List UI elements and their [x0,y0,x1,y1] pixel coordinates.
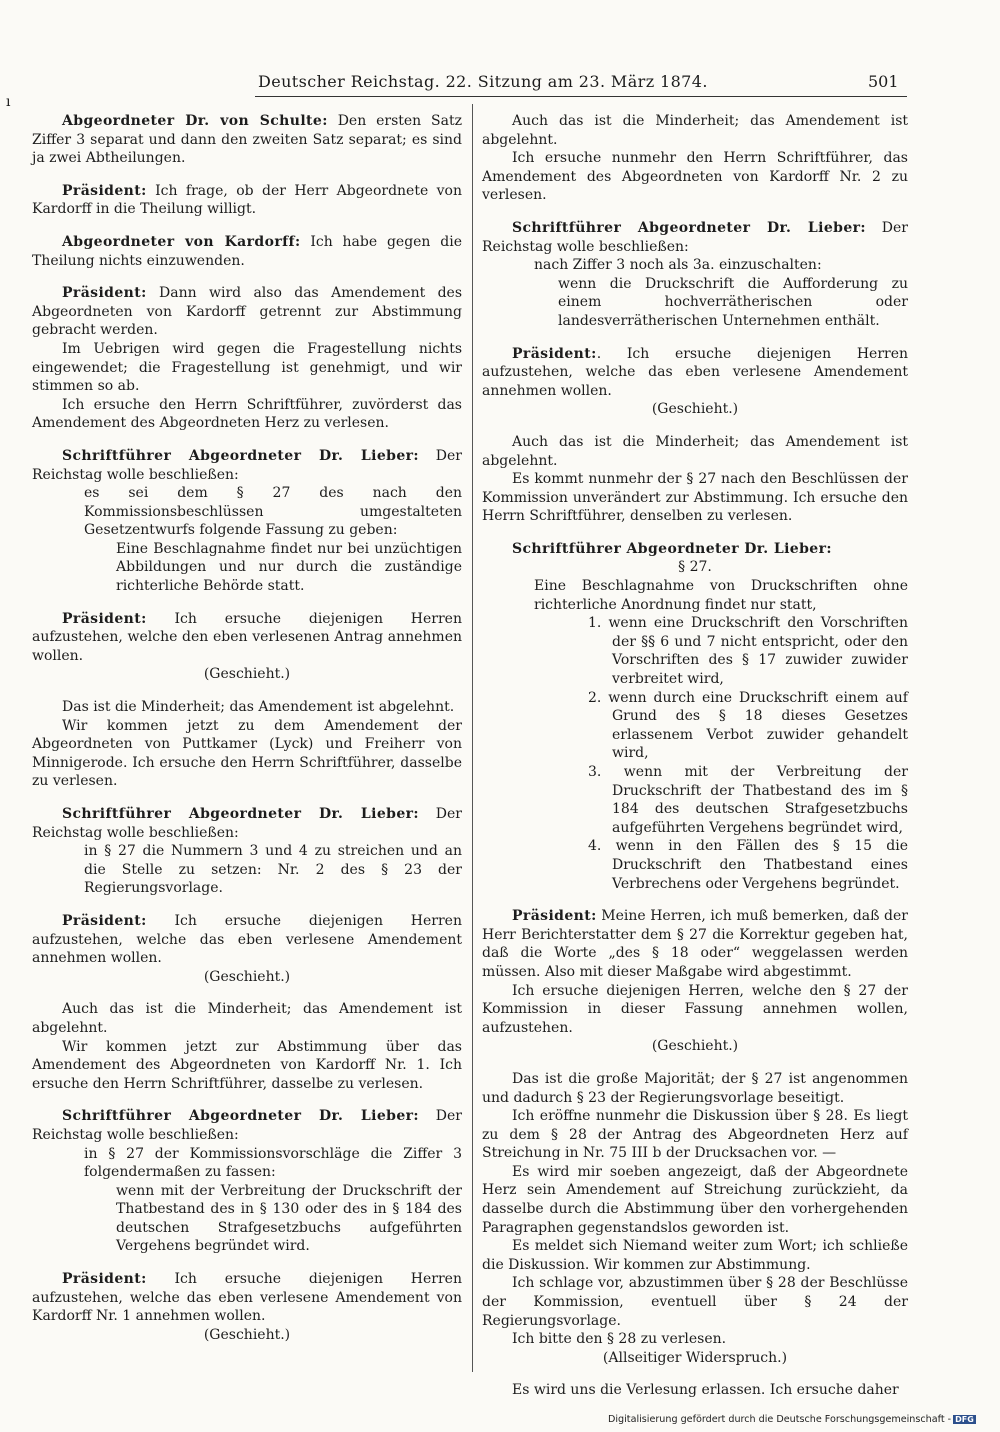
paragraph: Ich ersuche den Herrn Schriftführer, zuvörderst das Amendement des Abgeordneten Herz zu verlesen. [32,396,462,432]
stage-direction: (Geschieht.) [651,1038,739,1055]
paragraph: Präsident: Ich frage, ob der Herr Abgeordnete von Kardorff in die Theilung willigt. [32,182,462,218]
stage-direction: (Geschieht.) [203,1326,291,1343]
paragraph: Präsident:. Ich ersuche diejenigen Herren aufzustehen, welche das eben verlesene Amendement annehmen wollen. [482,345,908,399]
motion-text: Eine Beschlagnahme findet nur bei unzüchtigen Abbildungen und nur durch die zuständige richterliche Behörde statt. [116,540,462,595]
paragraph: Auch das ist die Minderheit; das Amendement ist abgelehnt. [482,113,908,148]
header-title: Deutscher Reichstag. 22. Sitzung am 23. März 1874. [258,72,708,91]
motion-text: in § 27 die Nummern 3 und 4 zu streichen und an die Stelle zu setzen: Nr. 2 des § 23 der Regierungsvorlage. [84,843,462,897]
list-item: 2. wenn durch eine Druckschrift einem auf Grund des § 18 dieses Gesetzes erlassenem Verbot zuwider gehandelt wird, [588,689,908,762]
paragraph: Ich bitte den § 28 zu verlesen. [512,1331,727,1348]
motion-text: in § 27 der Kommissionsvorschläge die Ziffer 3 folgendermaßen zu fassen: [84,1145,462,1181]
paragraph: Präsident: Ich ersuche diejenigen Herren aufzustehen, welche den eben verlesenen Antrag annehmen wollen. [32,610,462,664]
paragraph: Ich schlage vor, abzustimmen über § 28 der Beschlüsse der Kommission, eventuell über § 24 der Regierungsvorlage. [482,1275,908,1329]
stage-direction: (Allseitiger Widerspruch.) [602,1349,788,1366]
stage-direction: (Geschieht.) [203,968,291,985]
motion-text: Eine Beschlagnahme von Druckschriften ohne richterliche Anordnung findet nur statt, [534,578,908,613]
paragraph: Ich ersuche nunmehr den Herrn Schriftführer, das Amendement des Abgeordneten von Kardorff Nr. 2 zu verlesen. [482,150,908,204]
section-number: § 27. [678,559,712,576]
list-item: 4. wenn in den Fällen des § 15 die Druckschrift den Thatbestand eines Verbrechens oder Vergehens begründet. [588,838,908,892]
paragraph: Im Uebrigen wird gegen die Fragestellung nichts eingewendet; die Fragestellung ist genehmigt, und wir stimmen so ab. [32,340,462,395]
paragraph: Schriftführer Abgeordneter Dr. Lieber: Der Reichstag wolle beschließen: [32,1108,462,1143]
paragraph: Es wird uns die Verlesung erlassen. Ich ersuche daher [512,1382,899,1399]
paragraph: Auch das ist die Minderheit; das Amendement ist abgelehnt. [32,1001,462,1036]
paragraph: Schriftführer Abgeordneter Dr. Lieber: Der Reichstag wolle beschließen: [32,806,462,841]
paragraph: Abgeordneter Dr. von Schulte: Den ersten Satz Ziffer 3 separat und dann den zweiten Satz separat; es sind ja zwei Abtheilungen. [32,113,463,167]
list-item: 3. wenn mit der Verbreitung der Druckschrift der Thatbestand des im § 184 des deutschen Strafgesetzbuchs aufgeführten Vergehens begründet wird, [588,764,908,836]
paragraph: Es kommt nunmehr der § 27 nach den Beschlüssen der Kommission unverändert zur Abstimmung. Ich ersuche den Herrn Schriftführer, denselben zu verlesen. [482,471,908,525]
header-rule [255,96,907,97]
digitization-credit [608,1414,976,1425]
motion-text: wenn die Druckschrift die Aufforderung zu einem hochverrätherischen oder landesverrätherischen Unternehmen enthält. [558,275,908,329]
paragraph: Es wird mir soeben angezeigt, daß der Abgeordnete Herz sein Amendement auf Streichung zurückzieht, da dasselbe durch die Abstimmung über den vorhergehenden Paragraphen gegenstandslos geworden ist. [482,1163,908,1236]
paragraph: Das ist die Minderheit; das Amendement ist abgelehnt. [62,699,455,716]
dfg-logo: DFG [955,1415,974,1424]
paragraph: Auch das ist die Minderheit; das Amendement ist abgelehnt. [482,433,908,469]
paragraph: Abgeordneter von Kardorff: Ich habe gegen die Theilung nichts einzuwenden. [32,233,462,269]
column-divider [472,104,473,1372]
paragraph: Schriftführer Abgeordneter Dr. Lieber: Der Reichstag wolle beschließen: [482,219,908,255]
left-column [32,112,462,1344]
paragraph: Es meldet sich Niemand weiter zum Wort; ich schließe die Diskussion. Wir kommen zur Abstimmung. [482,1238,908,1273]
right-column [482,112,908,1400]
stage-direction: (Geschieht.) [203,666,291,683]
margin-mark: ı [6,94,11,110]
motion-text: wenn mit der Verbreitung der Druckschrift der Thatbestand des in § 130 oder des in § 184 des deutschen Strafgesetzbuchs aufgeführten Vergehens begründet wird. [116,1182,462,1255]
paragraph: Präsident: Dann wird also das Amendement des Abgeordneten von Kardorff getrennt zur Abstimmung gebracht werden. [32,285,462,339]
paragraph: Ich ersuche diejenigen Herren, welche den § 27 der Kommission in dieser Fassung annehmen wollen, aufzustehen. [482,982,908,1036]
paragraph: Präsident: Ich ersuche diejenigen Herren aufzustehen, welche das eben verlesene Amendement annehmen wollen. [32,912,462,967]
paragraph: Wir kommen jetzt zur Abstimmung über das Amendement des Abgeordneten von Kardorff Nr. 1. Ich ersuche den Herrn Schriftführer, dasselbe zu verlesen. [32,1038,462,1092]
motion-text: es sei dem § 27 des nach den Kommissionsbeschlüssen umgestalteten Gesetzentwurfs folgende Fassung zu geben: [84,485,462,539]
credit-text: Digitalisierung gefördert durch die Deutsche Forschungsgemeinschaft - [608,1414,952,1425]
page-number: 501 [868,72,899,91]
paragraph: Ich eröffne nunmehr die Diskussion über § 28. Es liegt zu dem § 28 der Antrag des Abgeordneten Herz auf Streichung in Nr. 75 III b der Drucksachen vor. — [482,1108,908,1162]
stage-direction: (Geschieht.) [651,401,739,418]
paragraph: Präsident: Meine Herren, ich muß bemerken, daß der Herr Berichterstatter dem § 27 die Korrektur gegeben hat, daß die Worte „des § 18 oder“ weggelassen werden müssen. Also mit dieser Maßgabe wird abgestimmt. [482,908,908,980]
paragraph: Schriftführer Abgeordneter Dr. Lieber: Der Reichstag wolle beschließen: [32,447,462,483]
list-item: 1. wenn eine Druckschrift den Vorschriften der §§ 6 und 7 nicht entspricht, oder den Vorschriften des § 17 zuwider zuwider verbreitet wird, [588,615,908,688]
paragraph: Präsident: Ich ersuche diejenigen Herren aufzustehen, welche das eben verlesene Amendement von Kardorff Nr. 1 annehmen wollen. [32,1271,462,1325]
paragraph: Wir kommen jetzt zu dem Amendement der Abgeordneten von Puttkamer (Lyck) und Freiherr von Minnigerode. Ich ersuche den Herrn Schriftführer, dasselbe zu verlesen. [32,717,462,790]
paragraph: Schriftführer Abgeordneter Dr. Lieber: [512,540,832,557]
motion-text: nach Ziffer 3 noch als 3a. einzuschalten: [534,257,822,274]
paragraph: Das ist die große Majorität; der § 27 ist angenommen und dadurch § 23 der Regierungsvorlage beseitigt. [482,1070,908,1106]
running-header [0,72,1000,94]
